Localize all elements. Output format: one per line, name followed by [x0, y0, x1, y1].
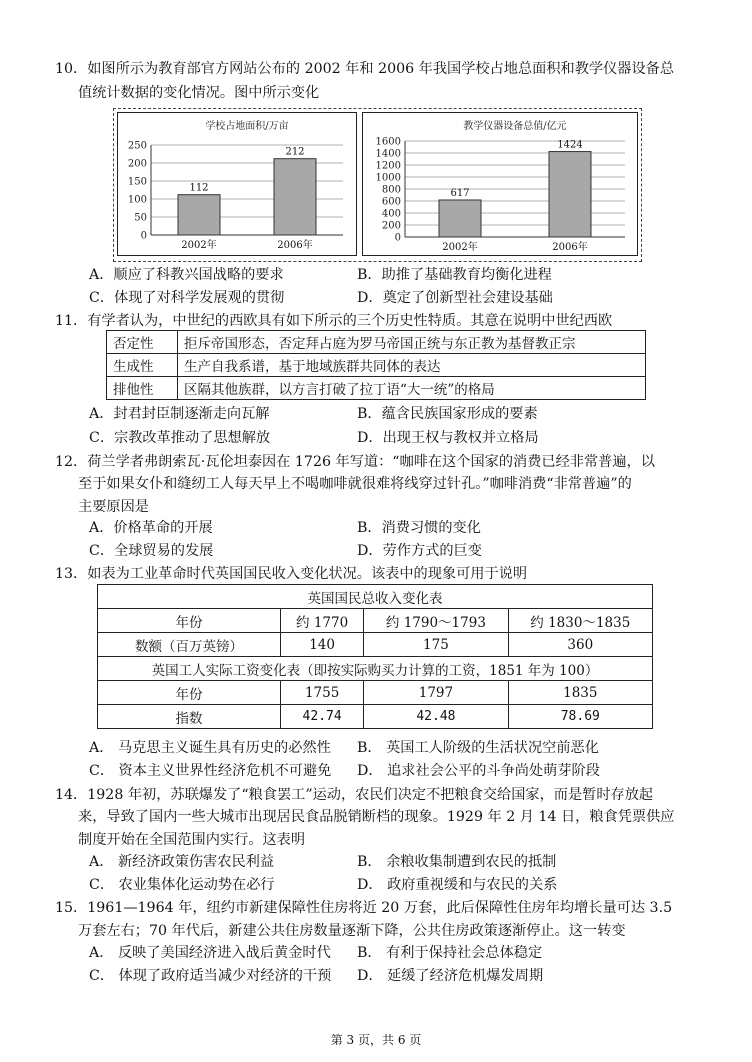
q14-option-d[interactable]: D． 政府重视缓和与农民的关系 [357, 877, 558, 893]
chart-land-area-svg [118, 113, 356, 255]
table-row [98, 633, 653, 657]
q12-stem-line3: 主要原因是 [78, 499, 149, 515]
q14-option-c[interactable]: C． 农业集体化运动势在必行 [89, 877, 275, 893]
table-row [107, 354, 646, 377]
y-tick-label: 0 [140, 230, 147, 242]
q10-stem-line2: 值统计数据的变化情况。图中所示变化 [78, 85, 320, 101]
q12-stem-line1: 12．荷兰学者弗朗索瓦·瓦伦坦泰因在 1726 年写道：“咖啡在这个国家的消费已经非常普遍，以 [55, 454, 655, 470]
q14-stem-line1: 14．1928 年初，苏联爆发了“粮食罢工”运动，农民们决定不把粮食交给国家，而是暂时存放起 [55, 787, 654, 803]
y-tick-label: 200 [127, 158, 147, 170]
q15-stem-line2: 万套左右；70 年代后，新建公共住房数量逐渐下降，公共住房政策逐渐停止。这一转变 [78, 923, 626, 939]
table-title-wages: 英国工人实际工资变化表（即按实际购买力计算的工资，1851 年为 100） [98, 657, 653, 681]
y-tick-label: 400 [381, 208, 401, 220]
table-cell: 1835 [508, 681, 652, 705]
x-tick-label: 2006年 [277, 240, 313, 251]
q11-option-a[interactable]: A．封君封臣制逐渐走向瓦解 [89, 406, 270, 422]
table-cell: 42.48 [364, 705, 508, 729]
table-title-income: 英国国民总收入变化表 [98, 585, 653, 609]
x-tick-label: 2002年 [442, 242, 478, 253]
y-tick-label: 1600 [375, 136, 401, 148]
q15-option-d[interactable]: D． 延缓了经济危机爆发周期 [357, 968, 544, 984]
q10-option-b[interactable]: B．助推了基础教育均衡化进程 [357, 267, 552, 283]
table-cell: 生成性 [107, 354, 178, 377]
y-tick-label: 1200 [375, 160, 401, 172]
table-cell: 否定性 [107, 331, 178, 354]
y-tick-label: 1400 [375, 148, 401, 160]
q12-option-d[interactable]: D．劳作方式的巨变 [357, 543, 482, 559]
chart-title: 学校占地面积/万亩 [205, 121, 289, 132]
table-row [98, 681, 653, 705]
q15-option-c[interactable]: C． 体现了政府适当减少对经济的干预 [89, 968, 332, 984]
chart-title: 教学仪器设备总值/亿元 [463, 121, 567, 132]
table-cell: 约 1790～1793 [364, 609, 508, 633]
data-label: 617 [450, 187, 470, 199]
chart-equipment-value [362, 112, 638, 256]
table-cell: 1755 [281, 681, 364, 705]
q14-option-a[interactable]: A． 新经济政策伤害农民利益 [89, 854, 275, 870]
q11-option-b[interactable]: B．蕴含民族国家形成的要素 [357, 406, 538, 422]
table-cell: 360 [508, 633, 652, 657]
y-tick-label: 200 [381, 220, 401, 232]
bar [274, 159, 316, 235]
y-tick-label: 100 [127, 194, 147, 206]
q13-option-a[interactable]: A． 马克思主义诞生具有历史的必然性 [89, 740, 331, 756]
y-tick-label: 0 [394, 232, 401, 244]
q14-stem-line2: 来，导致了国内一些大城市出现居民食品脱销断档的现象。1929 年 2 月 14 日，粮食凭票供应 [78, 809, 675, 825]
table-cell: 数额（百万英镑） [98, 633, 281, 657]
table-cell: 生产自我系谱，基于地域族群共同体的表达 [178, 354, 646, 377]
q11-option-d[interactable]: D．出现王权与教权并立格局 [357, 430, 539, 446]
page-number: 第 3 页，共 6 页 [330, 1033, 422, 1047]
q11-option-c[interactable]: C．宗教改革推动了思想解放 [89, 430, 271, 446]
table-cell: 78.69 [508, 705, 652, 729]
q11-stem-line1: 11．有学者认为，中世纪的西欧具有如下所示的三个历史性特质。其意在说明中世纪西欧 [55, 313, 613, 329]
table-cell: 1797 [364, 681, 508, 705]
x-tick-label: 2002年 [181, 240, 217, 251]
q10-chart-frame [113, 108, 642, 262]
q11-table [106, 330, 646, 400]
table-row [98, 585, 653, 609]
table-cell: 175 [364, 633, 508, 657]
data-label: 1424 [557, 139, 583, 151]
q13-option-b[interactable]: B． 英国工人阶级的生活状况空前恶化 [357, 740, 599, 756]
q14-stem-line3: 制度开始在全国范围内实行。这表明 [78, 832, 306, 848]
bar [439, 200, 481, 237]
table-cell: 约 1830～1835 [508, 609, 652, 633]
q10-option-a[interactable]: A．顺应了科教兴国战略的要求 [89, 267, 284, 283]
data-label: 112 [189, 182, 209, 194]
bar [178, 195, 220, 235]
y-tick-label: 800 [381, 184, 401, 196]
data-label: 212 [285, 146, 305, 158]
table-row [107, 331, 646, 354]
q15-option-b[interactable]: B． 有利于保持社会总体稳定 [357, 945, 543, 961]
table-cell: 区隔其他族群，以方言打破了拉丁语“大一统”的格局 [178, 377, 646, 400]
q13-stem-line1: 13．如表为工业革命时代英国国民收入变化状况。该表中的现象可用于说明 [55, 566, 528, 582]
table-cell: 年份 [98, 681, 281, 705]
x-tick-label: 2006年 [552, 242, 588, 253]
q10-option-c[interactable]: C．体现了对科学发展观的贯彻 [89, 290, 285, 306]
q14-option-b[interactable]: B． 余粮收集制遭到农民的抵制 [357, 854, 557, 870]
y-tick-label: 600 [381, 196, 401, 208]
table-cell: 140 [281, 633, 364, 657]
y-tick-label: 1000 [375, 172, 401, 184]
q10-stem-line1: 10．如图所示为教育部官方网站公布的 2002 年和 2006 年我国学校占地总面积和教学仪器设备总 [55, 61, 675, 77]
bar [549, 152, 591, 237]
table-cell: 拒斥帝国形态，否定拜占庭为罗马帝国正统与东正教为基督教正宗 [178, 331, 646, 354]
table-cell: 指数 [98, 705, 281, 729]
q12-stem-line2: 至于如果女仆和缝纫工人每天早上不喝咖啡就很难将线穿过针孔。”咖啡消费“非常普遍”的 [78, 476, 632, 492]
table-cell: 42.74 [281, 705, 364, 729]
y-tick-label: 50 [134, 212, 147, 224]
table-row [98, 609, 653, 633]
table-row [98, 705, 653, 729]
q15-stem-line1: 15．1961—1964 年，纽约市新建保障性住房将近 20 万套，此后保障性住房年均增长量可达 3.5 [55, 900, 673, 916]
table-cell: 排他性 [107, 377, 178, 400]
q13-option-c[interactable]: C． 资本主义世界性经济危机不可避免 [89, 763, 332, 779]
table-cell: 约 1770 [281, 609, 364, 633]
q13-table [97, 584, 653, 729]
q12-option-a[interactable]: A．价格革命的开展 [89, 520, 213, 536]
q15-option-a[interactable]: A． 反映了美国经济进入战后黄金时代 [89, 945, 331, 961]
q12-option-b[interactable]: B．消费习惯的变化 [357, 520, 481, 536]
chart-equipment-value-svg [363, 113, 637, 255]
table-cell: 年份 [98, 609, 281, 633]
q10-option-d[interactable]: D．奠定了创新型社会建设基础 [357, 290, 553, 306]
chart-land-area [117, 112, 357, 256]
y-tick-label: 150 [127, 176, 147, 188]
q13-option-d[interactable]: D． 追求社会公平的斗争尚处萌芽阶段 [357, 763, 600, 779]
table-row [98, 657, 653, 681]
table-row [107, 377, 646, 400]
q12-option-c[interactable]: C．全球贸易的发展 [89, 543, 214, 559]
y-tick-label: 250 [127, 140, 147, 152]
